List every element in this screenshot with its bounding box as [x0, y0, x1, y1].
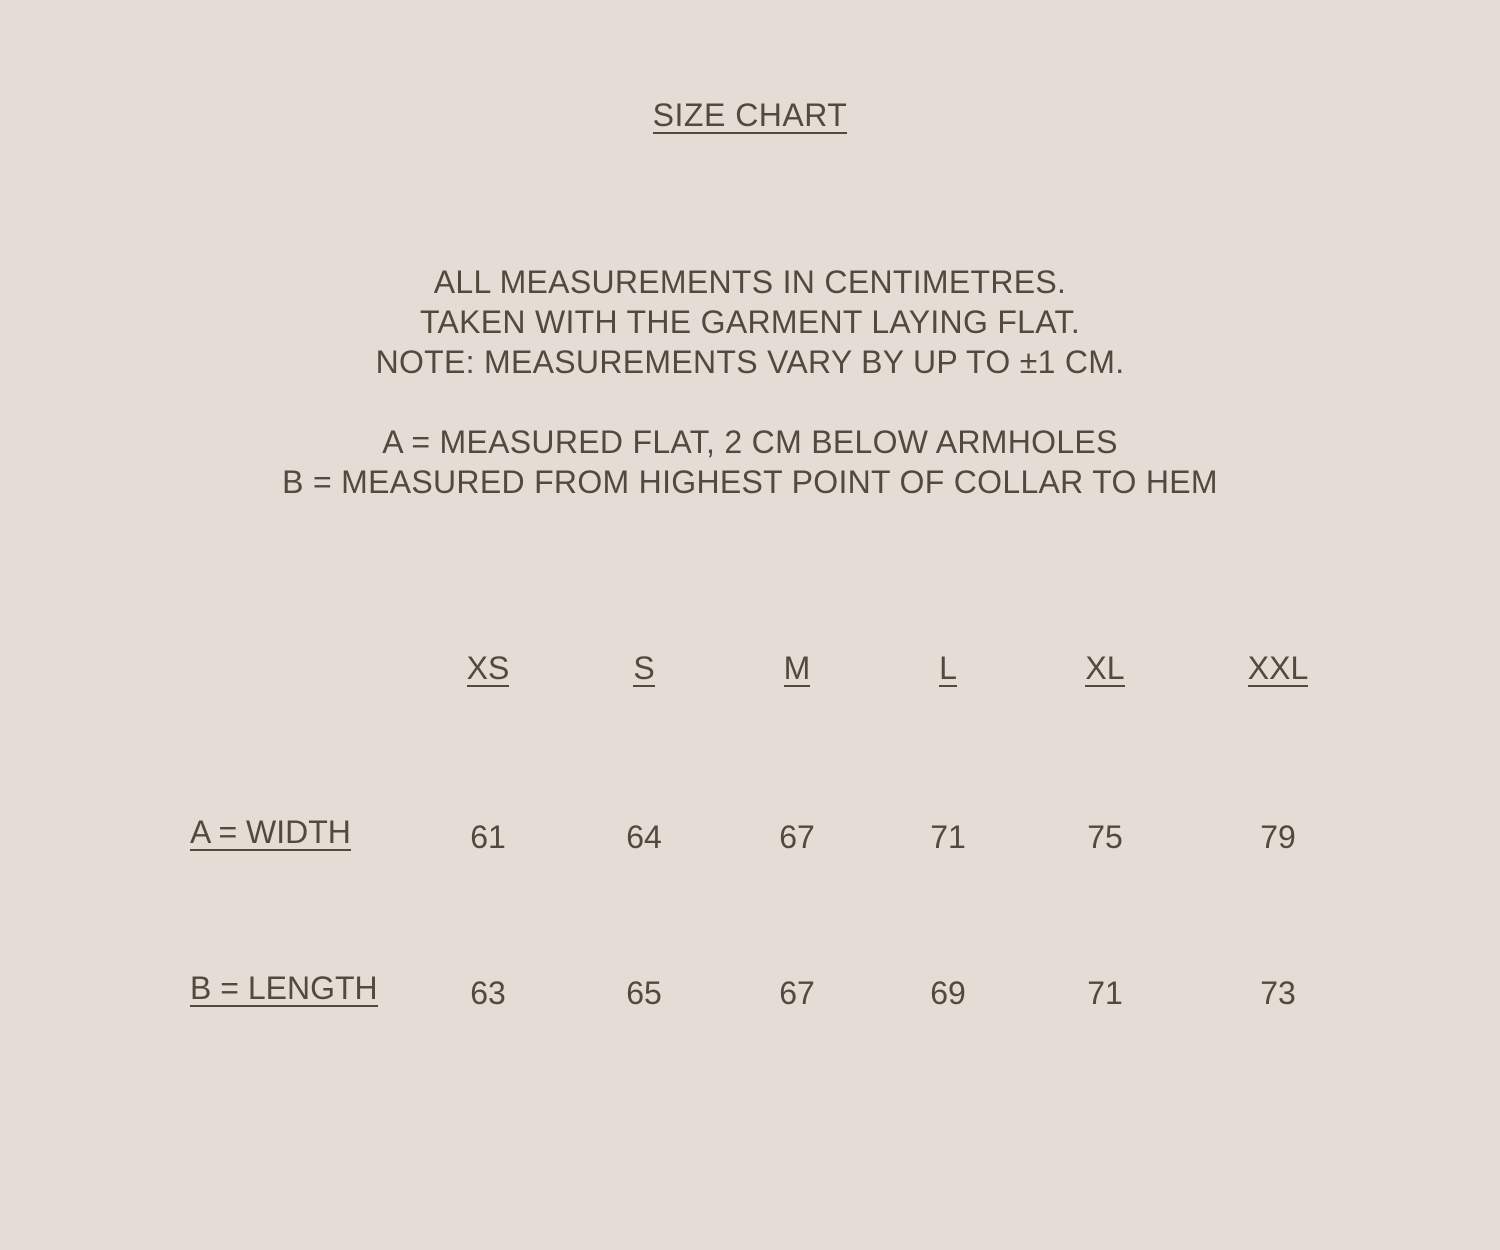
page-title-text: SIZE CHART [652, 97, 848, 133]
width-value-xs: 61 [470, 819, 506, 855]
width-value-l: 71 [930, 819, 966, 855]
size-header-label: L [939, 650, 957, 686]
row-label-length [190, 971, 378, 1007]
width-value-xxl: 79 [1260, 819, 1296, 855]
size-header-m [737, 650, 857, 687]
size-header-label: XS [466, 650, 510, 686]
length-value-xl: 71 [1087, 975, 1123, 1011]
size-header-label: S [633, 650, 655, 686]
size-header-label: XXL [1247, 650, 1309, 686]
length-value-l: 69 [930, 975, 966, 1011]
width-value-s: 64 [626, 819, 662, 855]
size-header-label: XL [1085, 650, 1125, 686]
measurement-notes [0, 262, 1500, 502]
length-value-s: 65 [626, 975, 662, 1011]
definition-line: B = MEASURED FROM HIGHEST POINT OF COLLAR TO HEM [282, 464, 1218, 500]
width-value-xl: 75 [1087, 819, 1123, 855]
length-value-xxl: 73 [1260, 975, 1296, 1011]
size-header-xs [428, 650, 548, 687]
row-label-text: B = LENGTH [190, 970, 378, 1006]
size-header-s [584, 650, 704, 687]
size-header-xl [1045, 650, 1165, 687]
length-value-xs: 63 [470, 975, 506, 1011]
note-line: NOTE: MEASUREMENTS VARY BY UP TO ±1 CM. [375, 344, 1125, 380]
width-value-m: 67 [779, 819, 815, 855]
note-spacer [0, 382, 1500, 422]
note-line: TAKEN WITH THE GARMENT LAYING FLAT. [419, 304, 1081, 340]
size-header-label: M [783, 650, 811, 686]
length-value-m: 67 [779, 975, 815, 1011]
row-label-width [190, 815, 351, 851]
row-label-text: A = WIDTH [190, 814, 351, 850]
note-line: ALL MEASUREMENTS IN CENTIMETRES. [433, 264, 1067, 300]
definition-line: A = MEASURED FLAT, 2 CM BELOW ARMHOLES [382, 424, 1118, 460]
size-header-l [888, 650, 1008, 687]
size-header-xxl [1218, 650, 1338, 687]
page-title [0, 96, 1500, 134]
